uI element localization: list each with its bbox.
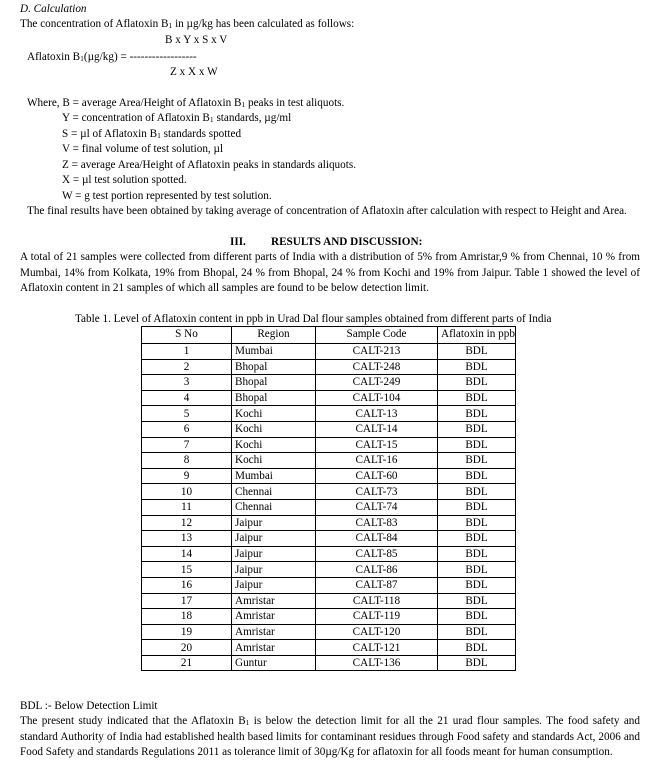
cell-s-no: 4 <box>142 390 232 406</box>
cell-sample-code: CALT-249 <box>316 375 438 391</box>
cell-s-no: 1 <box>142 344 232 360</box>
cell-s-no: 15 <box>142 562 232 578</box>
header-sample-code: Sample Code <box>316 327 438 344</box>
cell-aflatoxin: BDL <box>438 640 516 656</box>
formula-lhs-tail: (µg/kg) = ------------------ <box>83 51 197 63</box>
cell-region: Jaipur <box>232 531 316 547</box>
cell-region: Kochi <box>232 421 316 437</box>
definition-s-subscript: 1 <box>157 131 161 140</box>
definition-b-text: Where, B = average Area/Height of Aflatoxin B <box>27 97 242 109</box>
cell-s-no: 8 <box>142 453 232 469</box>
cell-region: Bhopal <box>232 359 316 375</box>
cell-region: Chennai <box>232 484 316 500</box>
cell-sample-code: CALT-83 <box>316 515 438 531</box>
table-row <box>142 562 516 578</box>
aflatoxin-table <box>141 326 516 671</box>
cell-sample-code: CALT-15 <box>316 437 438 453</box>
cell-aflatoxin: BDL <box>438 577 516 593</box>
definition-s-text: S = µl of Aflatoxin B <box>62 128 158 140</box>
cell-s-no: 13 <box>142 531 232 547</box>
definition-v <box>62 142 223 158</box>
results-heading: RESULTS AND DISCUSSION: <box>271 236 423 248</box>
cell-aflatoxin: BDL <box>438 515 516 531</box>
cell-aflatoxin: BDL <box>438 531 516 547</box>
cell-region: Amristar <box>232 609 316 625</box>
conclusion-paragraph <box>20 714 640 761</box>
cell-sample-code: CALT-119 <box>316 609 438 625</box>
cell-region: Guntur <box>232 655 316 671</box>
table-row <box>142 406 516 422</box>
table-row <box>142 484 516 500</box>
table-caption: Table 1. Level of Aflatoxin content in ppb in Urad Dal flour samples obtained from different parts of India <box>75 313 552 325</box>
formula-numerator: B x Y x S x V <box>165 34 228 46</box>
table-row <box>142 344 516 360</box>
cell-sample-code: CALT-84 <box>316 531 438 547</box>
cell-aflatoxin: BDL <box>438 562 516 578</box>
conclusion-text: The present study indicated that the Aflatoxin B <box>20 715 246 727</box>
cell-region: Bhopal <box>232 375 316 391</box>
definition-s-tail: standards spotted <box>160 128 242 140</box>
cell-sample-code: CALT-16 <box>316 453 438 469</box>
definition-v-text: V = final volume of test solution, µl <box>62 143 224 155</box>
definition-w-text: W = g test portion represented by test solution. <box>62 190 272 202</box>
cell-s-no: 11 <box>142 499 232 515</box>
cell-sample-code: CALT-120 <box>316 624 438 640</box>
section-heading: D. Calculation <box>20 3 87 15</box>
cell-s-no: 3 <box>142 375 232 391</box>
cell-s-no: 6 <box>142 421 232 437</box>
cell-aflatoxin: BDL <box>438 375 516 391</box>
cell-aflatoxin: BDL <box>438 453 516 469</box>
cell-sample-code: CALT-121 <box>316 640 438 656</box>
cell-aflatoxin: BDL <box>438 344 516 360</box>
cell-region: Amristar <box>232 593 316 609</box>
definition-b-tail: peaks in test aliquots. <box>245 97 345 109</box>
table-row <box>142 640 516 656</box>
cell-s-no: 7 <box>142 437 232 453</box>
definition-z-text: Z = average Area/Height of Aflatoxin peaks in standards aliquots. <box>62 159 356 171</box>
cell-sample-code: CALT-85 <box>316 546 438 562</box>
cell-aflatoxin: BDL <box>438 593 516 609</box>
intro-text: The concentration of Aflatoxin B <box>20 18 169 30</box>
cell-aflatoxin: BDL <box>438 609 516 625</box>
cell-aflatoxin: BDL <box>438 468 516 484</box>
formula-denominator: Z x X x W <box>170 66 218 78</box>
cell-region: Bhopal <box>232 390 316 406</box>
table-row <box>142 437 516 453</box>
cell-s-no: 20 <box>142 640 232 656</box>
table-row <box>142 531 516 547</box>
cell-sample-code: CALT-60 <box>316 468 438 484</box>
cell-sample-code: CALT-87 <box>316 577 438 593</box>
table-row <box>142 359 516 375</box>
final-results-paragraph: The final results have been obtained by taking average of concentration of Aflatoxin after calculation with respect to Height and Area. <box>27 205 627 217</box>
definition-y <box>62 111 291 127</box>
cell-aflatoxin: BDL <box>438 437 516 453</box>
table-header-row <box>142 327 516 344</box>
results-heading-number: III. <box>230 236 246 248</box>
table-row <box>142 546 516 562</box>
cell-s-no: 10 <box>142 484 232 500</box>
header-s-no: S No <box>142 327 232 344</box>
conclusion-subscript: 1 <box>245 718 250 727</box>
header-region: Region <box>232 327 316 344</box>
definition-x-text: X = µl test solution spotted. <box>62 174 187 186</box>
cell-s-no: 21 <box>142 655 232 671</box>
cell-sample-code: CALT-74 <box>316 499 438 515</box>
cell-s-no: 2 <box>142 359 232 375</box>
bdl-note: BDL :- Below Detection Limit <box>20 700 158 712</box>
table-body <box>142 344 516 671</box>
cell-s-no: 18 <box>142 609 232 625</box>
table-row <box>142 468 516 484</box>
cell-s-no: 19 <box>142 624 232 640</box>
cell-s-no: 17 <box>142 593 232 609</box>
definition-b-subscript: 1 <box>241 100 246 109</box>
formula-lhs-subscript: 1 <box>80 54 84 63</box>
cell-region: Amristar <box>232 624 316 640</box>
table-row <box>142 515 516 531</box>
cell-s-no: 9 <box>142 468 232 484</box>
cell-aflatoxin: BDL <box>438 499 516 515</box>
cell-aflatoxin: BDL <box>438 546 516 562</box>
definition-y-text: Y = concentration of Aflatoxin B <box>62 112 210 124</box>
definition-w <box>62 189 272 205</box>
cell-region: Kochi <box>232 453 316 469</box>
definition-x <box>62 173 187 189</box>
table-row <box>142 421 516 437</box>
cell-aflatoxin: BDL <box>438 655 516 671</box>
cell-sample-code: CALT-13 <box>316 406 438 422</box>
cell-sample-code: CALT-104 <box>316 390 438 406</box>
definition-z <box>62 158 356 174</box>
cell-aflatoxin: BDL <box>438 359 516 375</box>
cell-region: Kochi <box>232 406 316 422</box>
cell-s-no: 12 <box>142 515 232 531</box>
table-row <box>142 499 516 515</box>
formula-lhs <box>27 50 197 66</box>
definition-s <box>62 127 241 143</box>
cell-s-no: 5 <box>142 406 232 422</box>
table-row <box>142 390 516 406</box>
table-row <box>142 609 516 625</box>
table-row <box>142 453 516 469</box>
cell-region: Mumbai <box>232 344 316 360</box>
cell-region: Jaipur <box>232 546 316 562</box>
conclusion-tail: is below the detection limit for all the 21 urad flour samples. The food safety and standard Authority of India had established health based limits for contaminant residues through Food safety and standards Act, 2006 and Food Safety and standards Regulations 2011 as tolerance limit of 30µg/Kg for aflatoxin for all foods meant for human consumption. <box>20 715 640 759</box>
cell-aflatoxin: BDL <box>438 624 516 640</box>
cell-aflatoxin: BDL <box>438 421 516 437</box>
cell-sample-code: CALT-73 <box>316 484 438 500</box>
cell-sample-code: CALT-86 <box>316 562 438 578</box>
table-row <box>142 375 516 391</box>
definition-y-subscript: 1 <box>209 115 214 124</box>
cell-aflatoxin: BDL <box>438 390 516 406</box>
cell-sample-code: CALT-14 <box>316 421 438 437</box>
intro-tail: in µg/kg has been calculated as follows: <box>172 18 355 30</box>
cell-sample-code: CALT-118 <box>316 593 438 609</box>
cell-sample-code: CALT-136 <box>316 655 438 671</box>
formula-lhs-text: Aflatoxin B <box>27 51 81 63</box>
cell-sample-code: CALT-213 <box>316 344 438 360</box>
table-row <box>142 577 516 593</box>
cell-region: Mumbai <box>232 468 316 484</box>
cell-s-no: 14 <box>142 546 232 562</box>
definition-y-tail: standards, µg/ml <box>213 112 292 124</box>
intro-line <box>20 17 354 33</box>
table-row <box>142 624 516 640</box>
cell-region: Amristar <box>232 640 316 656</box>
cell-aflatoxin: BDL <box>438 484 516 500</box>
cell-aflatoxin: BDL <box>438 406 516 422</box>
table-row <box>142 593 516 609</box>
intro-subscript: 1 <box>168 21 173 30</box>
cell-region: Kochi <box>232 437 316 453</box>
header-aflatoxin: Aflatoxin in ppb <box>438 327 516 344</box>
cell-region: Jaipur <box>232 562 316 578</box>
cell-s-no: 16 <box>142 577 232 593</box>
cell-sample-code: CALT-248 <box>316 359 438 375</box>
cell-region: Jaipur <box>232 515 316 531</box>
cell-region: Jaipur <box>232 577 316 593</box>
results-paragraph: A total of 21 samples were collected from different parts of India with a distribution of 5% from Amristar,9 % from Chennai, 10 % from Mumbai, 14% from Kolkata, 19% from Bhopal, 24 % from Bhopal, 24 % from Kochi and 19% from Jaipur. Table 1 showed the level of Aflatoxin content in 21 samples of which all samples are found to be below detection limit. <box>20 251 640 295</box>
definition-b <box>27 96 344 112</box>
cell-region: Chennai <box>232 499 316 515</box>
table-row <box>142 655 516 671</box>
